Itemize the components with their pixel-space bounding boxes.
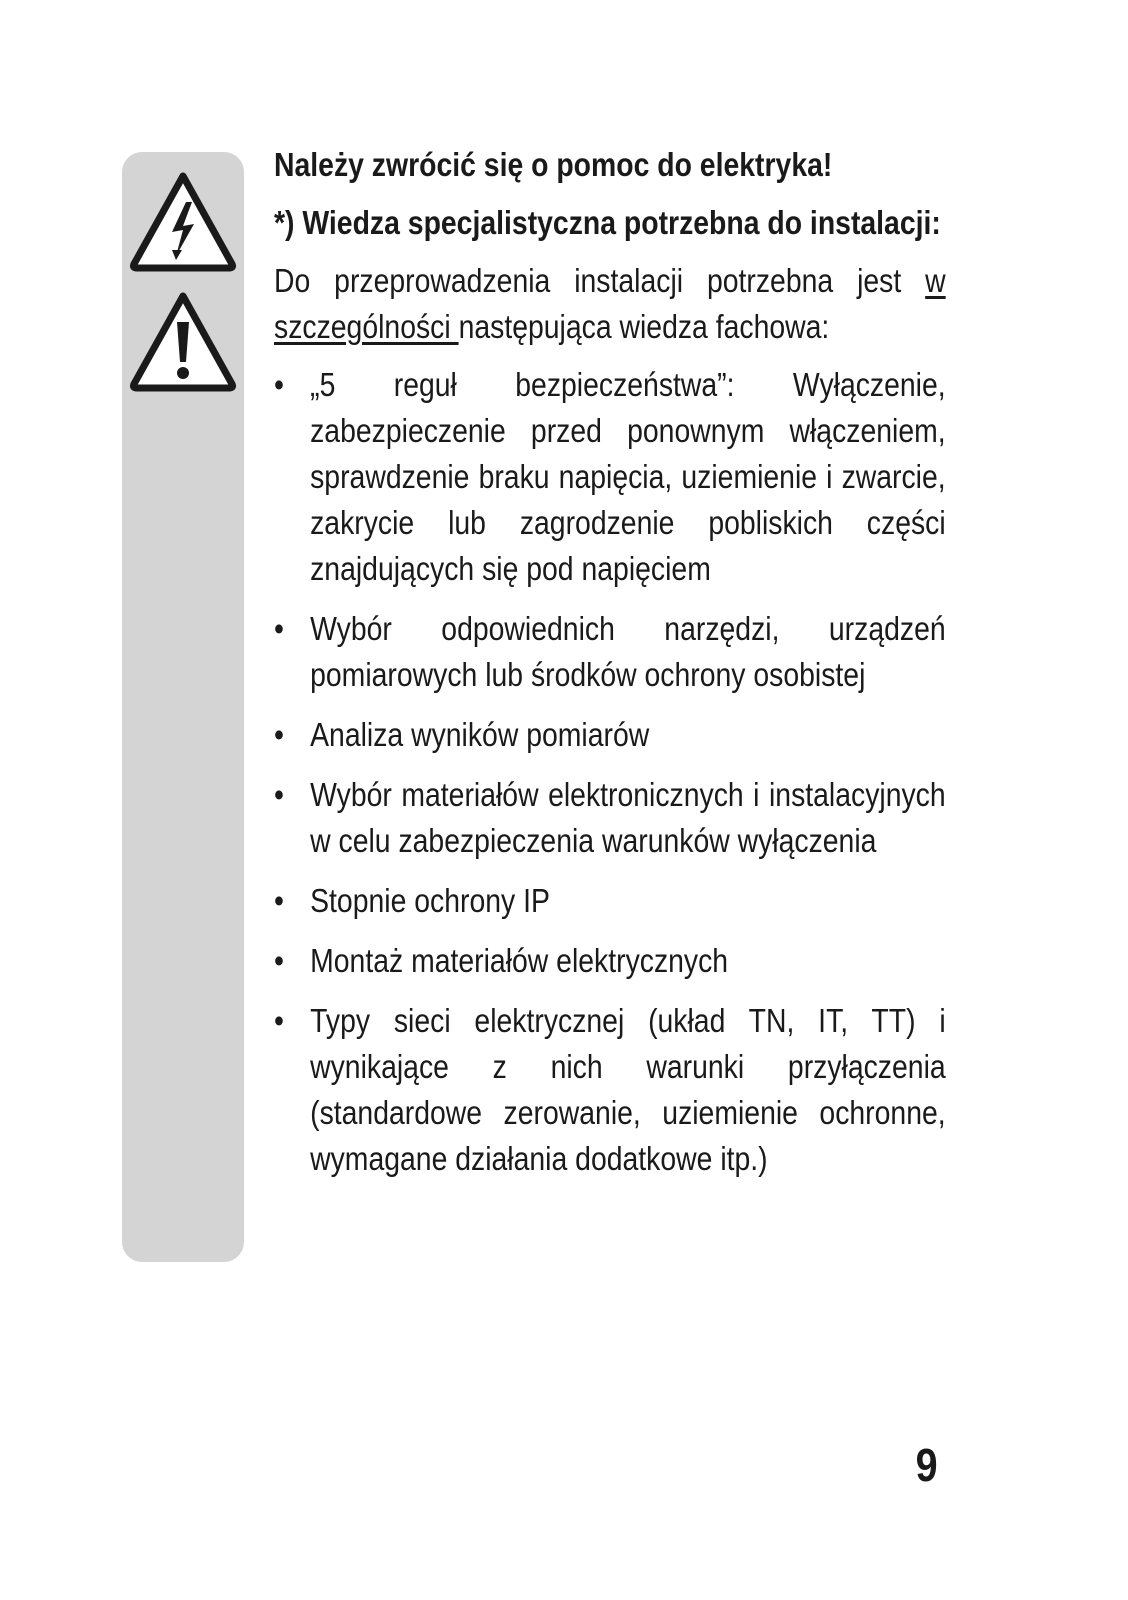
list-item: [274, 712, 946, 758]
bullet: •: [274, 882, 284, 919]
list-item: [274, 938, 946, 984]
list-item-text: Wybór materiałów elektronicznych i instalacyjnych w celu zabezpieczenia warunków wyłączenia: [310, 776, 946, 859]
list-item-text: Stopnie ochrony IP: [310, 882, 550, 919]
list-item: [274, 772, 946, 864]
bullet: •: [274, 776, 284, 813]
list-item: [274, 878, 946, 924]
intro-text-before: Do przeprowadzenia instalacji potrzebna jest: [274, 262, 926, 299]
general-warning-icon: [126, 288, 240, 396]
bullet: •: [274, 366, 284, 403]
main-content: [274, 142, 946, 1196]
intro-text-after: następująca wiedza fachowa:: [458, 308, 830, 345]
bullet: •: [274, 942, 284, 979]
list-item: [274, 606, 946, 698]
intro-paragraph: [274, 258, 946, 350]
heading: Należy zwrócić się o pomoc do elektryka!: [274, 146, 833, 183]
subheading: *) Wiedza specjalistyczna potrzebna do instalacji:: [274, 204, 941, 241]
bullet: •: [274, 716, 284, 753]
list-item-text: Wybór odpowiednich narzędzi, urządzeń pomiarowych lub środków ochrony osobistej: [310, 610, 946, 693]
bullet: •: [274, 1002, 284, 1039]
list-item: [274, 998, 946, 1182]
requirements-list: [274, 362, 946, 1182]
intro-text-underlined: w szczególności: [274, 262, 946, 345]
list-item-text: Analiza wyników pomiarów: [310, 716, 650, 753]
page-number: 9: [915, 1439, 938, 1491]
list-item: [274, 362, 946, 592]
bullet: •: [274, 610, 284, 647]
list-item-text: Montaż materiałów elektrycznych: [310, 942, 729, 979]
list-item-text: „5 reguł bezpieczeństwa”: Wyłączenie, zabezpieczenie przed ponownym włączeniem, sprawdzenie braku napięcia, uziemienie i zwarcie, zakrycie lub zagrodzenie pobliskich części znajdujących się pod napięciem: [310, 366, 946, 587]
high-voltage-warning-icon: [126, 168, 240, 276]
list-item-text: Typy sieci elektrycznej (układ TN, IT, TT) i wynikające z nich warunki przyłączenia (standardowe zerowanie, uziemienie ochronne, wymagane działania dodatkowe itp.): [310, 1002, 946, 1177]
